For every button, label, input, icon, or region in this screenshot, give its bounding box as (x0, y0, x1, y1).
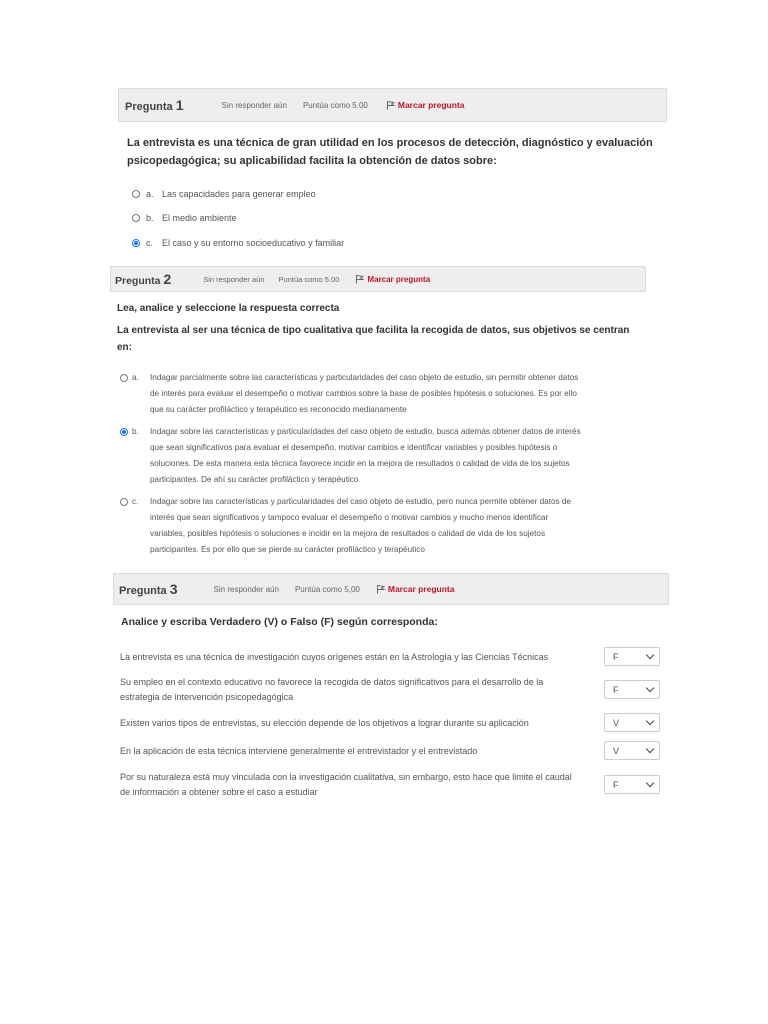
radio-button-selected[interactable] (120, 428, 128, 436)
question-2-instruction: Lea, analice y seleccione la respuesta correcta (117, 303, 340, 314)
option-text: El caso y su entorno socioeducativo y familiar (162, 238, 345, 248)
question-3-score: Puntúa como 5,00 (294, 584, 360, 594)
option-text: Indagar sobre las características y particularidades del caso objeto de estudio, busca además obtener datos de interés que sean significativos para evaluar el desempeño, motivar cambios e identificar variables y posibles hipótesis o soluciones. De esta manera esta técnica favorece incidir en la mejora de resultados o calidad de vida de los sujetos participantes. De ahí su carácter profiláctico y terapéutico (150, 427, 581, 484)
chevron-down-icon (646, 651, 654, 659)
question-2-title: Pregunta 2 (115, 271, 172, 287)
question-1-flag-button[interactable]: Marcar pregunta (386, 100, 465, 110)
q1-option-a[interactable]: a. Las capacidades para generar empleo (132, 186, 316, 202)
question-3-status: Sin responder aún (213, 584, 279, 594)
chevron-down-icon (646, 717, 654, 725)
question-2-flag-button[interactable]: Marcar pregunta (355, 274, 430, 284)
q2-option-c[interactable]: c. Indagar sobre las características y particularidades del caso objeto de estudio, pero nunca permite obtener datos de interés que sean significativos y tampoco evaluar el desempeño o motivar cambios y mucho menos identificar variables, posibles hipótesis o soluciones e incidir en la mejora de resultados o calidad de vida de los sujetos participantes. Es por ello que se pierde su carácter profiláctico y terapéutico (120, 494, 571, 558)
radio-button-selected[interactable] (132, 239, 140, 247)
chevron-down-icon (646, 745, 654, 753)
q1-option-c[interactable]: c. El caso y su entorno socioeducativo y familiar (132, 235, 344, 251)
tf-statement-2: Su empleo en el contexto educativo no favorece la recogida de datos significativos para el desarrollo de la estrategia de intervención psicopedagógica (120, 677, 544, 702)
radio-button[interactable] (132, 214, 140, 222)
q1-option-b[interactable]: b. El medio ambiente (132, 210, 237, 226)
radio-button[interactable] (120, 498, 128, 506)
tf-statement-4: En la aplicación de esta técnica interviene generalmente el entrevistador y el entrevistado (120, 746, 478, 756)
tf-statement-1: La entrevista es una técnica de investigación cuyos orígenes están en la Astrología y las Ciencias Técnicas (120, 652, 549, 662)
question-1-stem: La entrevista es una técnica de gran utilidad en los procesos de detección, diagnóstico y evaluación psicopedagógica; su aplicabilidad facilita la obtención de datos sobre: (127, 137, 653, 167)
flag-icon (376, 584, 386, 594)
q2-option-a[interactable]: a. Indagar parcialmente sobre las características y particularidades del caso objeto de estudio, sin permitir obtener datos de interés para evaluar el desempeño o motivar cambios sobre la base de posibles hipótesis o soluciones. Es por ello que su carácter profiláctico y terapéutico es reconocido medianamente (120, 370, 578, 418)
tf-statement-5: Por su naturaleza está muy vinculada con la investigación cualitativa, sin embargo, esto hace que limite el caudal de información a obtener sobre el caso a estudiar (120, 772, 572, 797)
option-text: Las capacidades para generar empleo (162, 189, 316, 199)
q2-option-b[interactable]: b. Indagar sobre las características y particularidades del caso objeto de estudio, busca además obtener datos de interés que sean significativos para evaluar el desempeño, motivar cambios e identificar variables y posibles hipótesis o soluciones. De esta manera esta técnica favorece incidir en la mejora de resultados o calidad de vida de los sujetos participantes. De ahí su carácter profiláctico y terapéutico (120, 424, 581, 488)
question-2-score: Puntúa como 5.00 (278, 274, 340, 284)
question-2-header (110, 266, 646, 292)
tf-statement-3: Existen varios tipos de entrevistas, su elección depende de los objetivos a lograr durante su aplicación (120, 718, 529, 728)
question-1-header (118, 88, 667, 122)
tf-select-2[interactable]: F (604, 680, 660, 699)
question-3-header (113, 573, 669, 605)
radio-button[interactable] (120, 374, 128, 382)
tf-select-1[interactable]: F (604, 647, 660, 666)
tf-select-5[interactable]: F (604, 775, 660, 794)
option-text: El medio ambiente (162, 213, 237, 223)
question-3-flag-button[interactable]: Marcar pregunta (376, 584, 455, 594)
chevron-down-icon (646, 779, 654, 787)
question-3-stem: Analice y escriba Verdadero (V) o Falso (F) según corresponda: (121, 616, 438, 628)
question-2-stem: La entrevista al ser una técnica de tipo cualitativa que facilita la recogida de datos, sus objetivos se centran en: (117, 325, 630, 353)
tf-select-3[interactable]: V (604, 713, 660, 732)
question-2-status: Sin responder aún (203, 274, 265, 284)
question-1-status: Sin responder aún (221, 100, 287, 110)
flag-icon (355, 274, 365, 284)
chevron-down-icon (646, 684, 654, 692)
flag-icon (386, 100, 396, 110)
option-text: Indagar parcialmente sobre las características y particularidades del caso objeto de estudio, sin permitir obtener datos de interés para evaluar el desempeño o motivar cambios sobre la base de posibles hipótesis o soluciones. Es por ello que su carácter profiláctico y terapéutico es reconocido medianamente (150, 373, 579, 414)
question-3-title: Pregunta 3 (119, 581, 178, 597)
question-1-title: Pregunta 1 (125, 97, 184, 113)
tf-select-4[interactable]: V (604, 741, 660, 760)
question-1-score: Puntúa como 5.00 (302, 100, 368, 110)
option-text: Indagar sobre las características y particularidades del caso objeto de estudio, pero nunca permite obtener datos de interés que sean significativos y tampoco evaluar el desempeño o motivar cambios y mucho menos identificar variables, posibles hipótesis o soluciones e incidir en la mejora de resultados o calidad de vida de los sujetos participantes. Es por ello que se pierde su carácter profiláctico y terapéutico (150, 497, 571, 554)
radio-button[interactable] (132, 190, 140, 198)
